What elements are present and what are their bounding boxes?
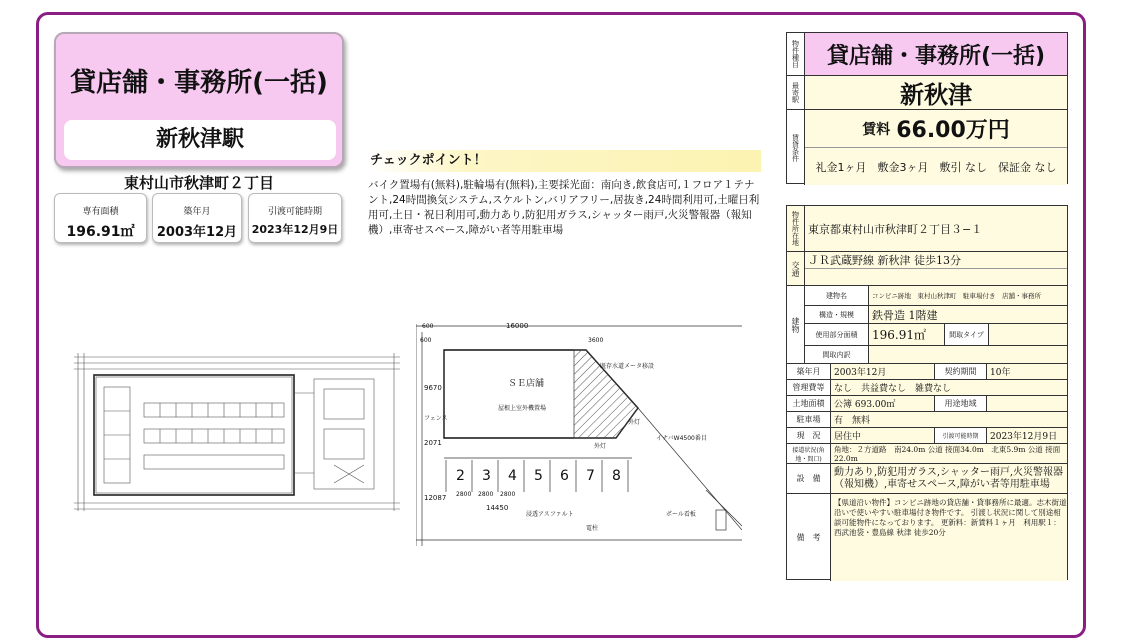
layout-detail-value bbox=[869, 346, 1067, 364]
dim-label: 9670 bbox=[424, 384, 442, 392]
property-type-title: 貸店舗・事務所(一括) bbox=[70, 68, 328, 98]
location-label: 物件所在地 bbox=[787, 206, 805, 251]
traffic-row bbox=[787, 251, 1067, 285]
rent-label: 賃料 bbox=[862, 121, 891, 138]
zoning-label: 用途地域 bbox=[935, 396, 987, 411]
location-value: 東京都東村山市秋津町２丁目３−１ bbox=[808, 222, 983, 236]
dim-label: 12087 bbox=[424, 494, 447, 502]
building-label: 建物 bbox=[787, 286, 805, 363]
structure-value: 鉄骨造 1階建 bbox=[869, 306, 1067, 323]
remarks-value: 【県道沿い物件】コンビニ跡地の貸店舗・貸事務所に最適。志木街道沿いで使いやすい駐車場付き物件です。 引渡し状況に関して別途相談可能物件になっております。 更新料：新賃料１ヶ月 利用駅１：西武池袋・豊島線 秋津 徒歩20分 bbox=[831, 494, 1067, 581]
dim-label: 600 bbox=[422, 323, 434, 330]
handover-value: 2023年12月9日 bbox=[987, 428, 1067, 443]
dim-label: 14450 bbox=[486, 504, 509, 512]
remarks-row bbox=[787, 493, 1067, 581]
type-label: 物件種目 bbox=[787, 33, 805, 75]
layout-detail-row bbox=[805, 346, 1067, 364]
plan-label: 既存水道メータ移設 bbox=[600, 363, 655, 370]
plan-label: フェンス bbox=[424, 415, 448, 422]
land-value: 公簿 693.00㎡ bbox=[831, 396, 935, 411]
layout-detail-label: 間取内訳 bbox=[805, 346, 869, 364]
parking-value: 有 無料 bbox=[831, 412, 1067, 427]
dim-label: 2800 bbox=[478, 491, 494, 498]
handover-label: 引渡可能時期 bbox=[935, 428, 987, 443]
contract-label: 契約期間 bbox=[935, 364, 987, 379]
mgmt-row bbox=[787, 379, 1067, 395]
structure-label: 構造・規模 bbox=[805, 306, 869, 323]
status-label: 現 況 bbox=[787, 428, 831, 443]
area-value: 196.91㎡ bbox=[869, 324, 945, 345]
stat-area-label: 専有面積 bbox=[82, 207, 119, 217]
building-name-row bbox=[805, 286, 1067, 306]
title-box bbox=[54, 32, 344, 168]
building-row bbox=[787, 285, 1067, 363]
summary-table bbox=[786, 32, 1068, 184]
built-label: 築年月 bbox=[787, 364, 831, 379]
building-name-value: コンビニ跡地 東村山秋津町 駐車場付き 店舗・事務所 bbox=[869, 286, 1067, 305]
dim-label: 3600 bbox=[588, 337, 604, 344]
road-label: 接道状況(角地・間口) bbox=[787, 444, 831, 463]
parking-number: 4 bbox=[508, 468, 517, 484]
plan-label: 屋根上室外機置場 bbox=[498, 405, 547, 412]
checkpoint-text: バイク置場有(無料),駐輪場有(無料),主要採光面：南向き,飲食店可,１フロア１テナント,24時間換気システム,スケルトン,バリアフリー,居抜き,24時間利用可,土曜日利用可,土日・祝日利用可,動力あり,防犯用ガラス,シャッター雨戸,火災警報器（報知機）,車寄せスペース,障がい者等用駐車場 bbox=[368, 179, 760, 236]
station-value: 新秋津 bbox=[805, 75, 1067, 109]
equip-value: 動力あり,防犯用ガラス,シャッター雨戸,火災警報器（報知機）,車寄せスペース,障がい者等用駐車場 bbox=[831, 464, 1067, 493]
mgmt-label: 管理費等 bbox=[787, 380, 831, 395]
remarks-label: 備 考 bbox=[787, 494, 831, 581]
plan-label: 電柱 bbox=[586, 525, 599, 532]
stat-area bbox=[54, 193, 147, 243]
equip-label: 設 備 bbox=[787, 464, 831, 493]
plan-label: 浸透アスファルト bbox=[526, 511, 574, 518]
stat-built-label: 築年月 bbox=[183, 207, 211, 217]
layout-type-value bbox=[989, 324, 1067, 345]
parking-number: 5 bbox=[534, 468, 543, 484]
dim-label: 2071 bbox=[424, 439, 442, 447]
contract-value: 10年 bbox=[987, 364, 1067, 379]
built-row bbox=[787, 363, 1067, 379]
station-label: 最寄駅 bbox=[787, 75, 805, 109]
terms-value: 礼金1ヶ月 敷金3ヶ月 敷引 なし 保証金 なし bbox=[805, 147, 1067, 185]
traffic-label: 交通 bbox=[787, 252, 805, 285]
stat-handover-label: 引渡可能時期 bbox=[267, 207, 322, 217]
parking-label: 駐車場 bbox=[787, 412, 831, 427]
plan-label: 外灯 bbox=[628, 419, 641, 426]
site-plan-drawing bbox=[416, 320, 742, 546]
parking-number: 6 bbox=[560, 468, 569, 484]
stat-built-value: 2003年12月 bbox=[156, 225, 238, 240]
stat-area-value: 196.91㎡ bbox=[66, 224, 135, 240]
plan-label: ポール看板 bbox=[666, 511, 696, 518]
zoning-value bbox=[987, 396, 1067, 411]
dim-label: 2800 bbox=[456, 491, 472, 498]
floor-plan-drawing bbox=[74, 353, 400, 511]
mgmt-value: なし 共益費なし 雑費なし bbox=[831, 380, 1067, 395]
type-value: 貸店舗・事務所(一括) bbox=[805, 33, 1067, 75]
parking-number: 8 bbox=[612, 468, 621, 484]
location-row bbox=[787, 206, 1067, 251]
stat-handover-value: 2023年12月9日 bbox=[251, 223, 339, 236]
parking-row bbox=[787, 411, 1067, 427]
rent-value: 66.00万円 bbox=[896, 118, 1010, 143]
plan-label: ＳＥ店舗 bbox=[508, 379, 545, 389]
area-label: 使用部分面積 bbox=[805, 324, 869, 345]
road-row bbox=[787, 443, 1067, 463]
stat-built bbox=[152, 193, 242, 243]
building-name-label: 建物名 bbox=[805, 286, 869, 305]
plan-label: イナバW4500番目 bbox=[656, 435, 707, 442]
checkpoint-title: チェックポイント！ bbox=[368, 150, 761, 172]
land-row bbox=[787, 395, 1067, 411]
status-row bbox=[787, 427, 1067, 443]
built-value: 2003年12月 bbox=[831, 364, 935, 379]
area-row bbox=[805, 324, 1067, 346]
traffic-value: ＪＲ武蔵野線 新秋津 徒歩13分 bbox=[805, 252, 1067, 269]
terms-label: 賃貸条件 bbox=[787, 109, 805, 185]
address-short: 東村山市秋津町２丁目 bbox=[123, 174, 274, 192]
land-label: 土地面積 bbox=[787, 396, 831, 411]
parking-number: 7 bbox=[586, 468, 595, 484]
parking-number: 3 bbox=[482, 468, 491, 484]
dim-label: 600 bbox=[420, 337, 432, 344]
parking-number: 2 bbox=[456, 468, 465, 484]
stat-handover bbox=[248, 193, 342, 243]
dim-label: 16000 bbox=[506, 322, 529, 330]
plan-label: 外灯 bbox=[594, 443, 607, 450]
detail-table bbox=[786, 205, 1068, 580]
layout-type-label: 間取タイプ bbox=[945, 324, 989, 345]
rent-row bbox=[805, 109, 1067, 147]
structure-row bbox=[805, 306, 1067, 324]
status-value: 居住中 bbox=[831, 428, 935, 443]
equip-row bbox=[787, 463, 1067, 493]
road-value: 角地：２方道路 南24.0m 公道 接面34.0m 北東5.9m 公道 接面22.0m bbox=[831, 444, 1067, 463]
dim-label: 2800 bbox=[500, 491, 516, 498]
station-name: 新秋津駅 bbox=[64, 120, 336, 160]
